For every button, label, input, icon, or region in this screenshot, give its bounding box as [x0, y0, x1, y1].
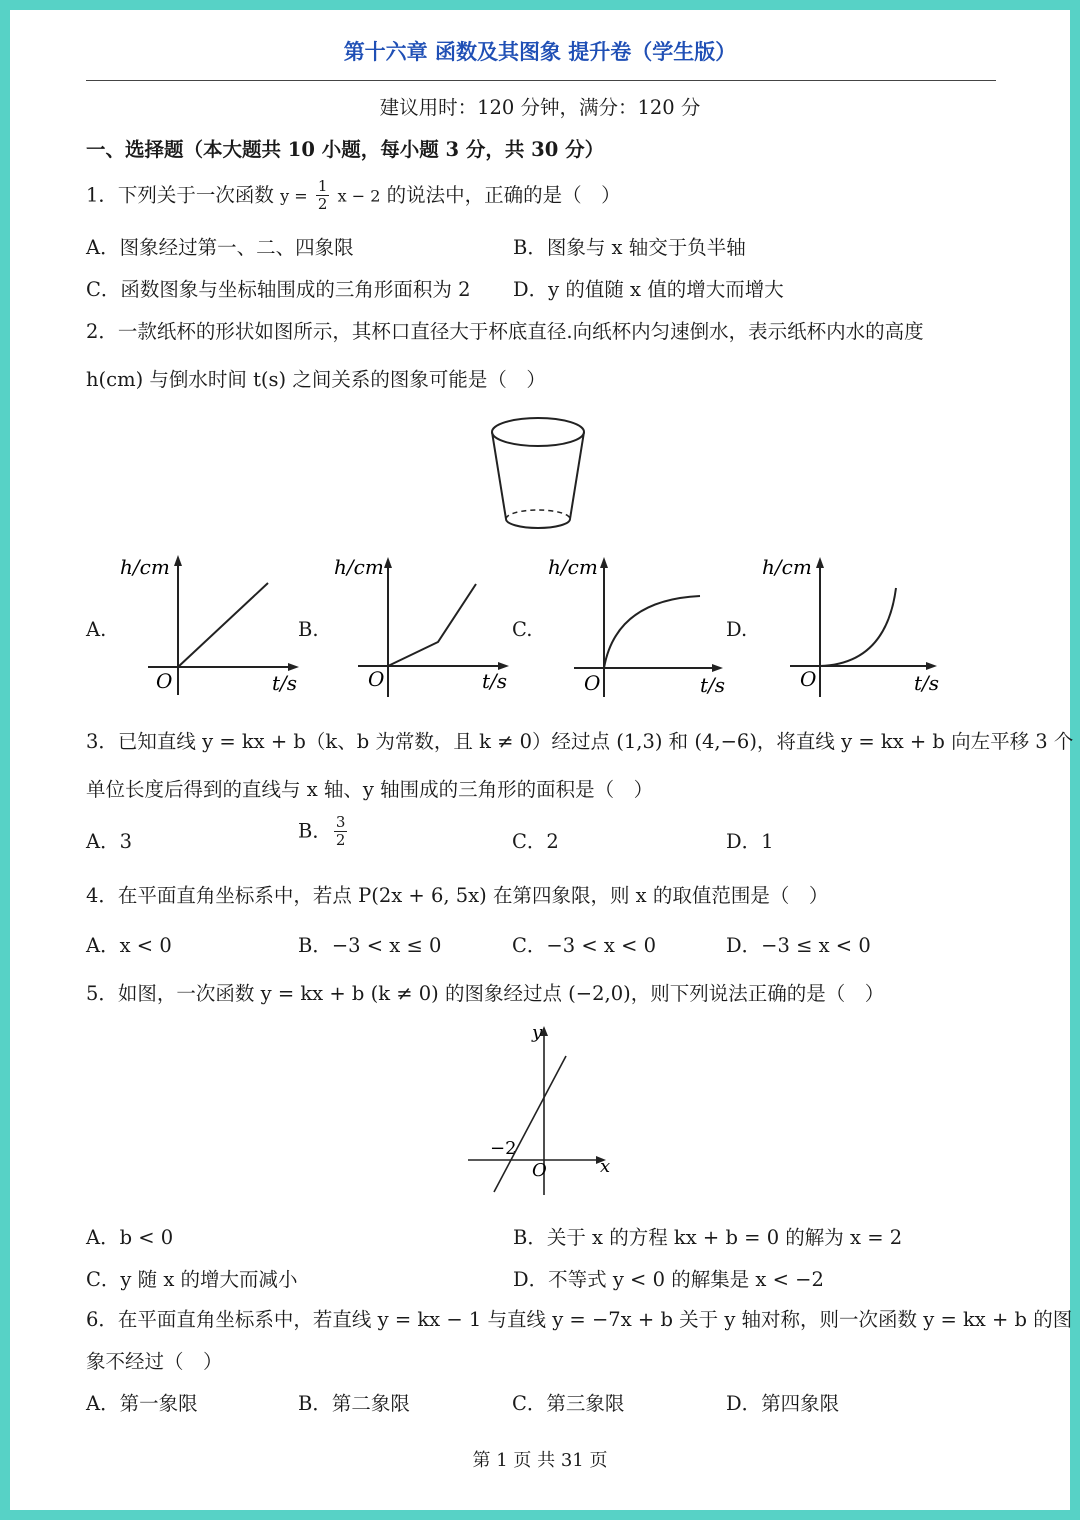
q1-frac-den: 2 [317, 195, 328, 214]
q2-option-a-label[interactable]: A. [86, 618, 107, 641]
q2-graph-a[interactable] [112, 550, 312, 700]
q4-stem: 4．在平面直角坐标系中，若点 P(2x + 6, 5x) 在第四象限，则 x 的取值范围是（ ） [86, 884, 829, 907]
q3-optb-num: 3 [335, 813, 346, 831]
q6-option-a[interactable]: A．第一象限 [86, 1392, 198, 1415]
section-heading: 一、选择题（本大题共 10 小题，每小题 3 分，共 30 分） [86, 138, 605, 161]
q5-fig-y-label: y [532, 1022, 543, 1043]
q3-optb-den: 2 [335, 831, 346, 850]
time-limit-note: 建议用时：120 分钟，满分：120 分 [379, 96, 701, 119]
q5-fig-origin: O [532, 1160, 547, 1181]
q5-option-d[interactable]: D．不等式 y < 0 的解集是 x < −2 [513, 1268, 824, 1291]
q3-stem-line2: 单位长度后得到的直线与 x 轴、y 轴围成的三角形的面积是（ ） [86, 778, 654, 801]
graph-a-xlabel: t/s [272, 671, 298, 695]
q3-option-b[interactable] [298, 814, 349, 850]
q6-stem-line2: 象不经过（ ） [86, 1350, 223, 1373]
q5-line-graph [462, 1020, 622, 1200]
q3-option-c[interactable]: C．2 [512, 830, 559, 853]
q5-option-b[interactable]: B．关于 x 的方程 kx + b = 0 的解为 x = 2 [513, 1226, 903, 1249]
q1-stem-pre: 1．下列关于一次函数 [86, 183, 274, 207]
q6-stem-line1: 6．在平面直角坐标系中，若直线 y = kx − 1 与直线 y = −7x + b 关于 y 轴对称，则一次函数 y = kx + b 的图 [86, 1308, 1073, 1331]
q5-option-a[interactable]: A．b < 0 [86, 1226, 174, 1249]
graph-a-origin: O [156, 669, 173, 693]
q1-option-a[interactable]: A．图象经过第一、二、四象限 [86, 236, 354, 259]
q2-option-b-label[interactable]: B. [298, 618, 319, 641]
page-title: 第十六章 函数及其图象 提升卷（学生版） [343, 40, 737, 64]
title-rule [86, 80, 996, 81]
paper-cup-figure [480, 412, 600, 538]
q2-graph-d[interactable] [752, 552, 952, 702]
q1-formula-rhs: x − 2 [337, 186, 381, 206]
q4-option-d[interactable]: D．−3 ≤ x < 0 [726, 934, 871, 957]
q1-fraction [316, 178, 330, 214]
q2-graph-c[interactable] [538, 552, 738, 702]
q2-graph-b[interactable] [322, 552, 522, 702]
q2-stem-line2: h(cm) 与倒水时间 t(s) 之间关系的图象可能是（ ） [86, 368, 546, 391]
q3-option-b-fraction [334, 814, 348, 850]
graph-d-xlabel: t/s [914, 671, 940, 695]
q1-stem-post: 的说法中，正确的是（ ） [386, 183, 621, 207]
q3-option-b-label: B． [298, 819, 332, 843]
q6-option-d[interactable]: D．第四象限 [726, 1392, 840, 1415]
graph-c-ylabel: h/cm [548, 555, 598, 579]
q2-stem-line1: 2．一款纸杯的形状如图所示，其杯口直径大于杯底直径.向纸杯内匀速倒水，表示纸杯内水的高度 [86, 320, 924, 343]
page-number: 第 1 页 共 31 页 [472, 1450, 608, 1471]
q3-option-d[interactable]: D．1 [726, 830, 774, 853]
q3-option-a[interactable]: A．3 [86, 830, 132, 853]
graph-b-origin: O [368, 667, 385, 691]
q1-option-d[interactable]: D．y 的值随 x 值的增大而增大 [513, 278, 784, 301]
q5-option-c[interactable]: C．y 随 x 的增大而减小 [86, 1268, 298, 1291]
q2-option-d-label[interactable]: D. [726, 618, 748, 641]
q2-option-c-label[interactable]: C. [512, 618, 533, 641]
graph-d-origin: O [800, 667, 817, 691]
q1-formula-lhs: y = [280, 186, 308, 206]
q1-stem [86, 178, 621, 214]
q3-stem-line1: 3．已知直线 y = kx + b（k、b 为常数，且 k ≠ 0）经过点 (1,3) 和 (4,−6)，将直线 y = kx + b 向左平移 3 个 [86, 730, 1074, 753]
q4-option-a[interactable]: A．x < 0 [86, 934, 172, 957]
q4-option-b[interactable]: B．−3 < x ≤ 0 [298, 934, 442, 957]
graph-b-ylabel: h/cm [334, 555, 384, 579]
q1-frac-num: 1 [317, 177, 328, 195]
graph-b-xlabel: t/s [482, 669, 508, 693]
graph-d-ylabel: h/cm [762, 555, 812, 579]
q5-fig-x-label: x [600, 1156, 611, 1177]
q6-option-b[interactable]: B．第二象限 [298, 1392, 410, 1415]
q1-option-b[interactable]: B．图象与 x 轴交于负半轴 [513, 236, 746, 259]
graph-c-xlabel: t/s [700, 673, 726, 697]
q5-fig-point-label: −2 [490, 1138, 517, 1159]
graph-a-ylabel: h/cm [120, 555, 170, 579]
q4-option-c[interactable]: C．−3 < x < 0 [512, 934, 657, 957]
q5-stem: 5．如图，一次函数 y = kx + b (k ≠ 0) 的图象经过点 (−2,0)，则下列说法正确的是（ ） [86, 982, 885, 1005]
q1-option-c[interactable]: C．函数图象与坐标轴围成的三角形面积为 2 [86, 278, 471, 301]
graph-c-origin: O [584, 671, 601, 695]
q6-option-c[interactable]: C．第三象限 [512, 1392, 625, 1415]
